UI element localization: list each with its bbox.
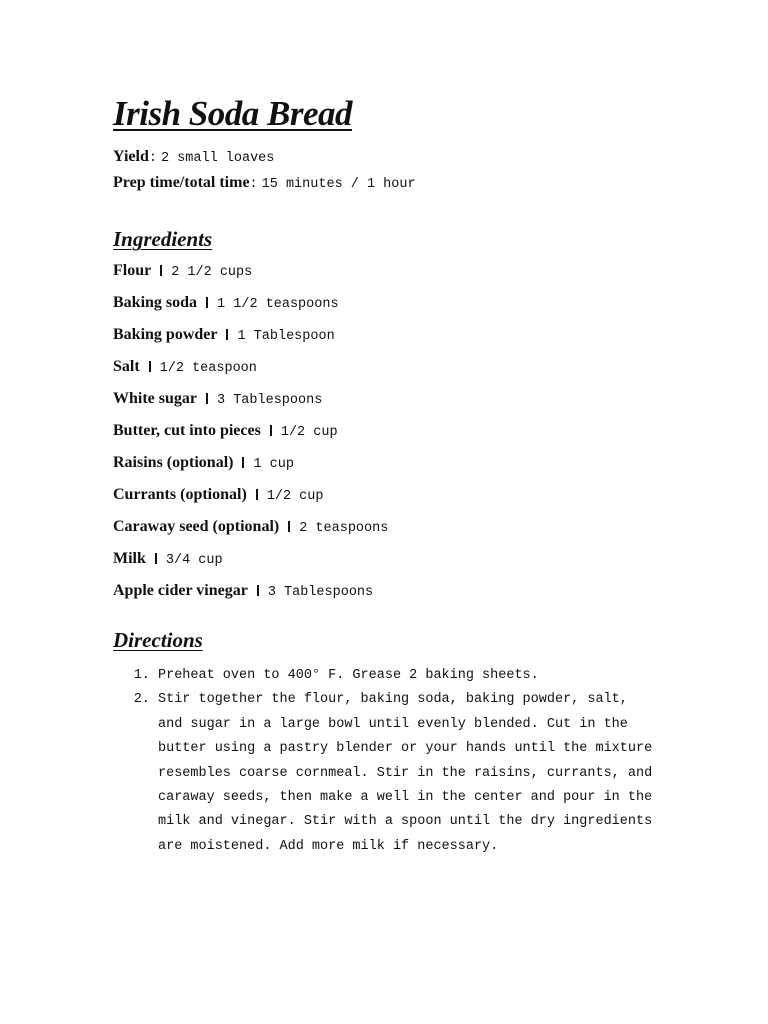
ingredient-name: Butter, cut into pieces <box>113 422 261 439</box>
ingredient-name: Salt <box>113 358 140 375</box>
ingredient-amount: 3/4 cup <box>165 553 223 568</box>
yield-value: 2 small loaves <box>160 151 275 166</box>
separator-bar <box>242 457 244 468</box>
ingredient-item <box>113 421 673 453</box>
ingredient-item <box>113 261 673 293</box>
ingredient-name: Baking soda <box>113 294 198 311</box>
ingredient-amount: 1/2 cup <box>266 489 324 504</box>
direction-step: 2. Stir together the flour, baking soda, baking powder, salt, and sugar in a large bowl until evenly blended. Cut in the butter using a pastry blender or your hands until the mixture resembles coarse cornmeal. Stir in the raisins, currants, and caraway seeds, then make a well in the center and pour in the milk and vinegar. Stir with a spoon until the dry ingredients are moistened. Add more milk if necessary. <box>158 688 658 859</box>
separator-bar <box>206 297 208 308</box>
time-row <box>113 170 673 196</box>
ingredient-name: Caraway seed (optional) <box>113 518 280 535</box>
ingredient-name: Currants (optional) <box>113 486 247 503</box>
ingredient-name: Apple cider vinegar <box>113 582 248 599</box>
yield-label: Yield <box>113 148 149 165</box>
ingredient-amount: 1 1/2 teaspoons <box>217 297 339 312</box>
separator-bar <box>206 393 208 404</box>
separator-bar <box>226 329 228 340</box>
ingredient-item <box>113 389 673 421</box>
separator-bar <box>160 265 162 276</box>
ingredient-amount: 3 Tablespoons <box>267 585 374 600</box>
separator-bar <box>155 553 157 564</box>
separator-bar <box>270 425 272 436</box>
ingredient-name: Baking powder <box>113 326 218 343</box>
ingredient-item <box>113 357 673 389</box>
ingredients-heading: Ingredients <box>113 227 213 251</box>
time-value: 15 minutes / 1 hour <box>261 177 416 192</box>
ingredient-name: White sugar <box>113 390 197 407</box>
recipe-page <box>113 92 673 859</box>
ingredient-name: Milk <box>113 550 146 567</box>
separator-bar <box>256 489 258 500</box>
ingredient-item <box>113 293 673 325</box>
ingredient-amount: 1 cup <box>253 457 294 472</box>
direction-step: 1. Preheat oven to 400° F. Grease 2 baking sheets. <box>158 664 658 688</box>
yield-colon: : <box>148 151 157 166</box>
separator-bar <box>149 361 151 372</box>
ingredient-amount: 3 Tablespoons <box>217 393 323 408</box>
ingredient-amount: 2 1/2 cups <box>171 265 253 280</box>
ingredient-name: Flour <box>113 262 152 279</box>
ingredient-item <box>113 485 673 517</box>
ingredient-amount: 1/2 cup <box>280 425 338 440</box>
ingredient-amount: 1 Tablespoon <box>237 329 335 344</box>
ingredient-name: Raisins (optional) <box>113 454 234 471</box>
time-colon: : <box>249 177 258 192</box>
recipe-meta <box>113 144 673 196</box>
time-label: Prep time/total time <box>113 174 250 191</box>
ingredient-item <box>113 581 673 613</box>
yield-row <box>113 144 673 170</box>
ingredient-amount: 2 teaspoons <box>299 521 389 536</box>
directions-heading: Directions <box>113 628 203 652</box>
ingredient-item <box>113 325 673 357</box>
ingredient-item <box>113 453 673 485</box>
separator-bar <box>288 521 290 532</box>
recipe-title: Irish Soda Bread <box>113 94 353 133</box>
separator-bar <box>257 585 259 596</box>
ingredient-item <box>113 549 673 581</box>
ingredient-item <box>113 517 673 549</box>
directions-list <box>113 664 658 859</box>
ingredient-amount: 1/2 teaspoon <box>159 361 257 376</box>
ingredient-list <box>113 261 673 613</box>
